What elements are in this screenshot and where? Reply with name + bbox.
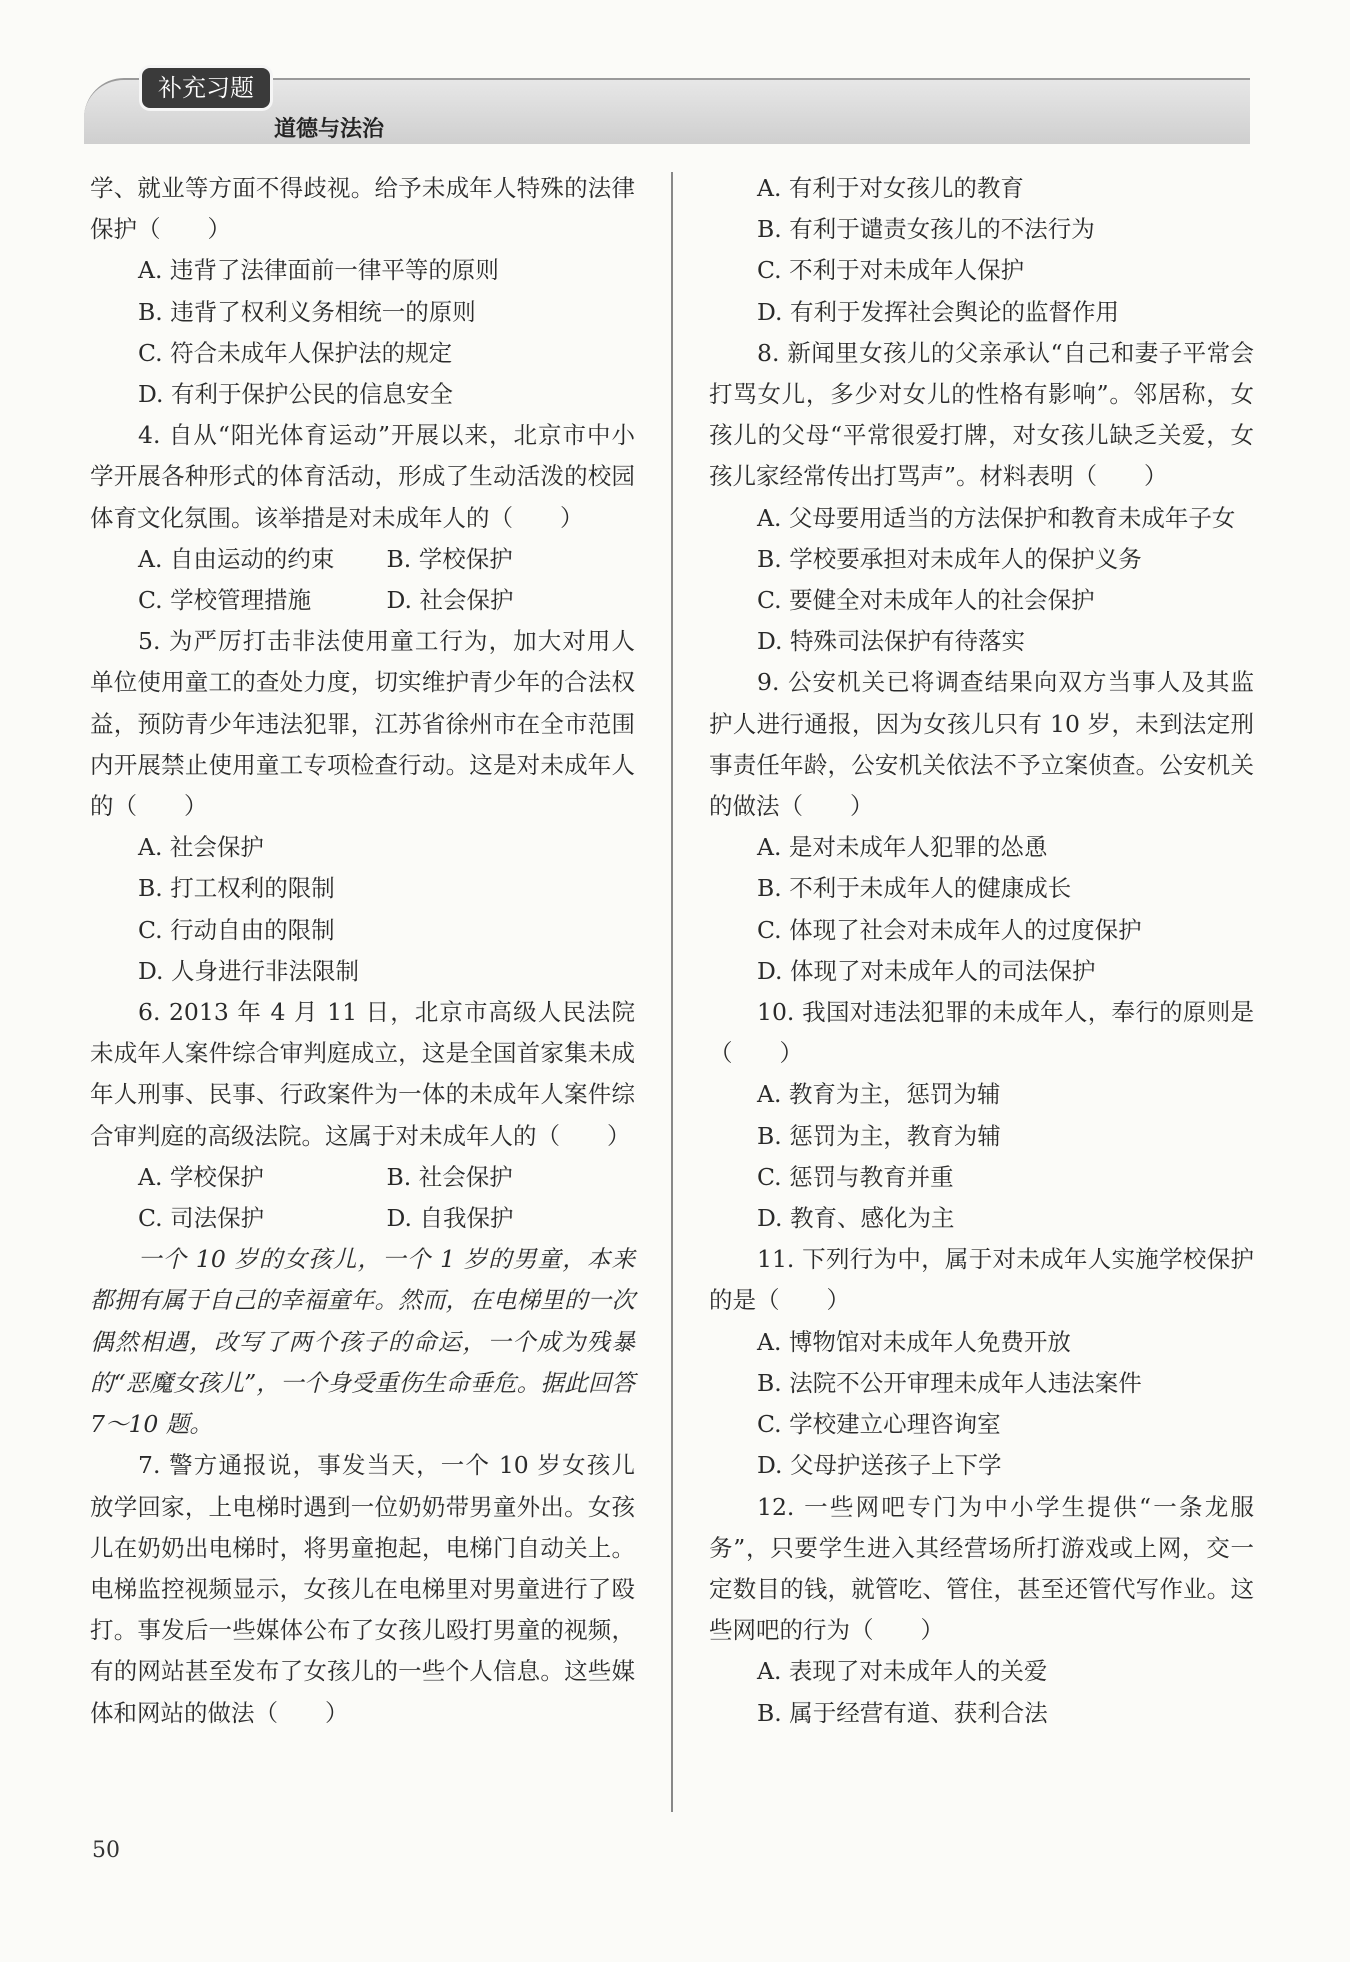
q9-option-a: A. 是对未成年人犯罪的怂恿 <box>757 833 1048 862</box>
q3-option-c: C. 符合未成年人保护法的规定 <box>138 338 453 367</box>
q5-option-a: A. 社会保护 <box>138 833 264 862</box>
q9-option-b: B. 不利于未成年人的健康成长 <box>757 874 1072 903</box>
q10-option-d: D. 教育、感化为主 <box>757 1204 955 1233</box>
q12-stem: 12. 一些网吧专门为中小学生提供“一条龙服务”，只要学生进入其经营场所打游戏或上网，交一定数目的钱，就管吃、管住，甚至还管代写作业。这些网吧的行为（ ） <box>709 1492 1254 1645</box>
q4-stem: 4. 自从“阳光体育运动”开展以来，北京市中小学开展各种形式的体育活动，形成了生动活泼的校园体育文化氛围。该举措是对未成年人的（ ） <box>90 421 635 532</box>
q3-option-d: D. 有利于保护公民的信息安全 <box>138 380 453 409</box>
q5-option-c: C. 行动自由的限制 <box>138 915 335 944</box>
q4-option-d: D. 社会保护 <box>386 586 514 615</box>
q9-stem: 9. 公安机关已将调查结果向双方当事人及其监护人进行通报，因为女孩儿只有 10 岁，未到法定刑事责任年龄，公安机关依法不予立案侦查。公安机关的做法（ ） <box>709 668 1254 821</box>
q3-continuation: 学、就业等方面不得歧视。给予未成年人特殊的法律保护（ ） <box>90 174 635 244</box>
q4-options-row-1 <box>90 539 635 580</box>
q7-stem: 7. 警方通报说，事发当天，一个 10 岁女孩儿放学回家，上电梯时遇到一位奶奶带男童外出。女孩儿在奶奶出电梯时，将男童抱起，电梯门自动关上。电梯监控视频显示，女孩儿在电梯里对男童进行了殴打。事发后一些媒体公布了女孩儿殴打男童的视频，有的网站甚至发布了女孩儿的一些个人信息。这些媒体和网站的做法（ ） <box>90 1451 635 1727</box>
q5-stem: 5. 为严厉打击非法使用童工行为，加大对用人单位使用童工的查处力度，切实维护青少年的合法权益，预防青少年违法犯罪，江苏省徐州市在全市范围内开展禁止使用童工专项检查行动。这是对未成年人的（ ） <box>90 627 635 821</box>
q4-options-row-2 <box>90 580 635 621</box>
q11-stem: 11. 下列行为中，属于对未成年人实施学校保护的是（ ） <box>709 1245 1254 1315</box>
q7-option-c: C. 不利于对未成年人保护 <box>757 256 1025 285</box>
q8-option-a: A. 父母要用适当的方法保护和教育未成年子女 <box>757 503 1236 532</box>
q4-option-a: A. 自由运动的约束 <box>138 544 335 573</box>
q12-option-a: A. 表现了对未成年人的关爱 <box>757 1657 1048 1686</box>
q7-option-a: A. 有利于对女孩儿的教育 <box>757 174 1024 202</box>
q11-option-c: C. 学校建立心理咨询室 <box>757 1410 1001 1439</box>
q6-options-row-1 <box>90 1157 635 1198</box>
q3-option-a: A. 违背了法律面前一律平等的原则 <box>138 256 499 285</box>
q7-option-b: B. 有利于谴责女孩儿的不法行为 <box>757 215 1095 244</box>
q8-option-b: B. 学校要承担对未成年人的保护义务 <box>757 544 1142 573</box>
q10-option-a: A. 教育为主，惩罚为辅 <box>757 1080 1001 1109</box>
q6-stem: 6. 2013 年 4 月 11 日，北京市高级人民法院未成年人案件综合审判庭成立，这是全国首家集未成年人刑事、民事、行政案件为一体的未成年人案件综合审判庭的高级法院。这属于对未成年人的（ ） <box>90 998 635 1150</box>
q11-option-d: D. 父母护送孩子上下学 <box>757 1451 1002 1480</box>
section-tab: 补充习题 <box>142 68 270 108</box>
q4-option-b: B. 学校保护 <box>386 544 513 573</box>
left-column <box>90 168 635 1734</box>
q8-stem: 8. 新闻里女孩儿的父亲承认“自己和妻子平常会打骂女儿，多少对女儿的性格有影响”。邻居称，女孩儿的父母“平常很爱打牌，对女孩儿缺乏关爱，女孩儿家经常传出打骂声”。材料表明（ ） <box>709 338 1254 491</box>
q9-option-c: C. 体现了社会对未成年人的过度保护 <box>757 915 1142 944</box>
column-divider <box>671 172 673 1812</box>
q10-stem: 10. 我国对违法犯罪的未成年人，奉行的原则是（ ） <box>709 998 1254 1068</box>
q3-option-b: B. 违背了权利义务相统一的原则 <box>138 297 476 326</box>
q9-option-d: D. 体现了对未成年人的司法保护 <box>757 956 1096 985</box>
q6-option-a: A. 学校保护 <box>138 1162 264 1191</box>
right-column <box>709 168 1254 1734</box>
material-passage: 一个 10 岁的女孩儿，一个 1 岁的男童，本来都拥有属于自己的幸福童年。然而，在电梯里的一次偶然相遇，改写了两个孩子的命运，一个成为残暴的“恶魔女孩儿”，一个身受重伤生命垂危。据此回答 7～10 题。 <box>90 1245 635 1439</box>
q10-option-b: B. 惩罚为主，教育为辅 <box>757 1121 1001 1150</box>
q11-option-a: A. 博物馆对未成年人免费开放 <box>757 1327 1071 1356</box>
page-number: 50 <box>92 1838 120 1863</box>
q11-option-b: B. 法院不公开审理未成年人违法案件 <box>757 1368 1142 1397</box>
q4-option-c: C. 学校管理措施 <box>138 586 312 615</box>
q5-option-d: D. 人身进行非法限制 <box>138 956 359 985</box>
q6-options-row-2 <box>90 1198 635 1239</box>
q6-option-c: C. 司法保护 <box>138 1204 265 1233</box>
q6-option-d: D. 自我保护 <box>386 1204 514 1233</box>
q7-option-d: D. 有利于发挥社会舆论的监督作用 <box>757 297 1119 326</box>
q10-option-c: C. 惩罚与教育并重 <box>757 1162 954 1191</box>
q6-option-b: B. 社会保护 <box>386 1162 513 1191</box>
q8-option-d: D. 特殊司法保护有待落实 <box>757 627 1025 656</box>
subject-title: 道德与法治 <box>274 117 385 142</box>
q8-option-c: C. 要健全对未成年人的社会保护 <box>757 586 1095 615</box>
q5-option-b: B. 打工权利的限制 <box>138 874 335 903</box>
q12-option-b: B. 属于经营有道、获利合法 <box>757 1698 1048 1727</box>
